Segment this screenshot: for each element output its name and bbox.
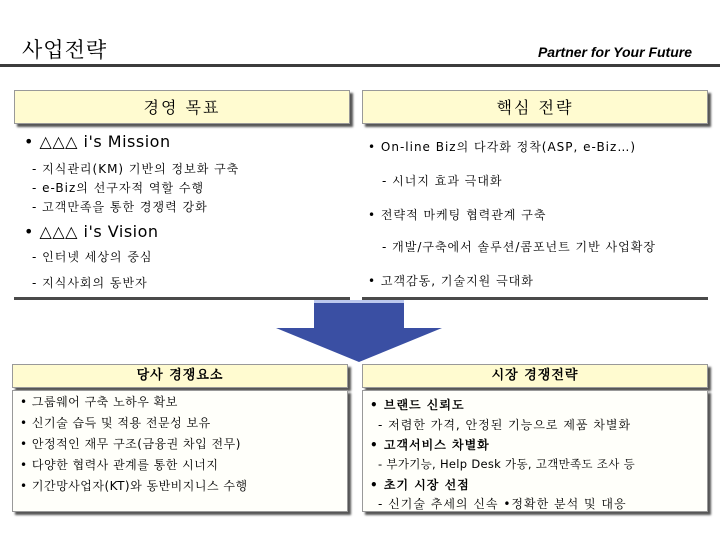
strategy-item: • 전략적 마케팅 협력관계 구축 xyxy=(368,208,547,222)
mission-item: - 고객만족을 통한 경쟁력 강화 xyxy=(32,200,208,214)
mission-title: • △△△ i's Mission xyxy=(24,132,171,151)
market-item: • 초기 시장 선점 xyxy=(370,478,470,492)
list-item: • 그룹웨어 구축 노하우 확보 xyxy=(20,395,178,409)
competitive-list xyxy=(20,392,248,497)
strategy-item: • On-line Biz의 다각화 정착(ASP, e-Biz…) xyxy=(368,140,636,154)
page-title: 사업전략 xyxy=(22,38,108,62)
list-item: • 신기술 습득 및 적용 전문성 보유 xyxy=(20,416,211,430)
page-subtitle: Partner for Your Future xyxy=(537,44,692,60)
strategy-item: • 고객감동, 기술지원 극대화 xyxy=(368,274,534,288)
goals-heading: 경영 목표 xyxy=(14,90,350,124)
list-item: • 다양한 협력사 관계를 통한 시너지 xyxy=(20,458,219,472)
market-item: - 신기술 추세의 신속 •정확한 분석 및 대응 xyxy=(378,497,627,511)
market-item: • 고객서비스 차별화 xyxy=(370,438,490,452)
market-heading: 시장 경쟁전략 xyxy=(362,364,708,388)
strategy-item: - 시너지 효과 극대화 xyxy=(382,174,503,188)
goals-panel xyxy=(14,90,350,300)
list-item: • 기간망사업자(KT)와 동반비지니스 수행 xyxy=(20,479,248,493)
market-panel xyxy=(362,364,708,512)
arrow-shape xyxy=(276,300,442,362)
vision-item: - 지식사회의 동반자 xyxy=(32,276,148,290)
strategy-panel xyxy=(362,90,708,300)
competitive-heading: 당사 경쟁요소 xyxy=(12,364,348,388)
strategy-item: - 개발/구축에서 솔루션/콤포넌트 기반 사업확장 xyxy=(382,240,656,254)
vision-item: - 인터넷 세상의 중심 xyxy=(32,250,153,264)
market-item: - 저렴한 가격, 안정된 기능으로 제품 차별화 xyxy=(378,418,632,432)
competitive-panel xyxy=(12,364,348,512)
mission-item: - 지식관리(KM) 기반의 정보화 구축 xyxy=(32,162,240,176)
down-arrow-icon xyxy=(276,300,442,362)
strategy-heading: 핵심 전략 xyxy=(362,90,708,124)
mission-item: - e-Biz의 선구자적 역할 수행 xyxy=(32,181,205,195)
market-item: - 부가기능, Help Desk 가동, 고객만족도 조사 등 xyxy=(378,457,635,471)
market-item: • 브랜드 신뢰도 xyxy=(370,398,465,412)
list-item: • 안정적인 재무 구조(금융권 차입 전무) xyxy=(20,437,241,451)
title-rule xyxy=(0,64,720,67)
arrow-highlight xyxy=(314,300,404,303)
vision-title: • △△△ i's Vision xyxy=(24,222,159,241)
